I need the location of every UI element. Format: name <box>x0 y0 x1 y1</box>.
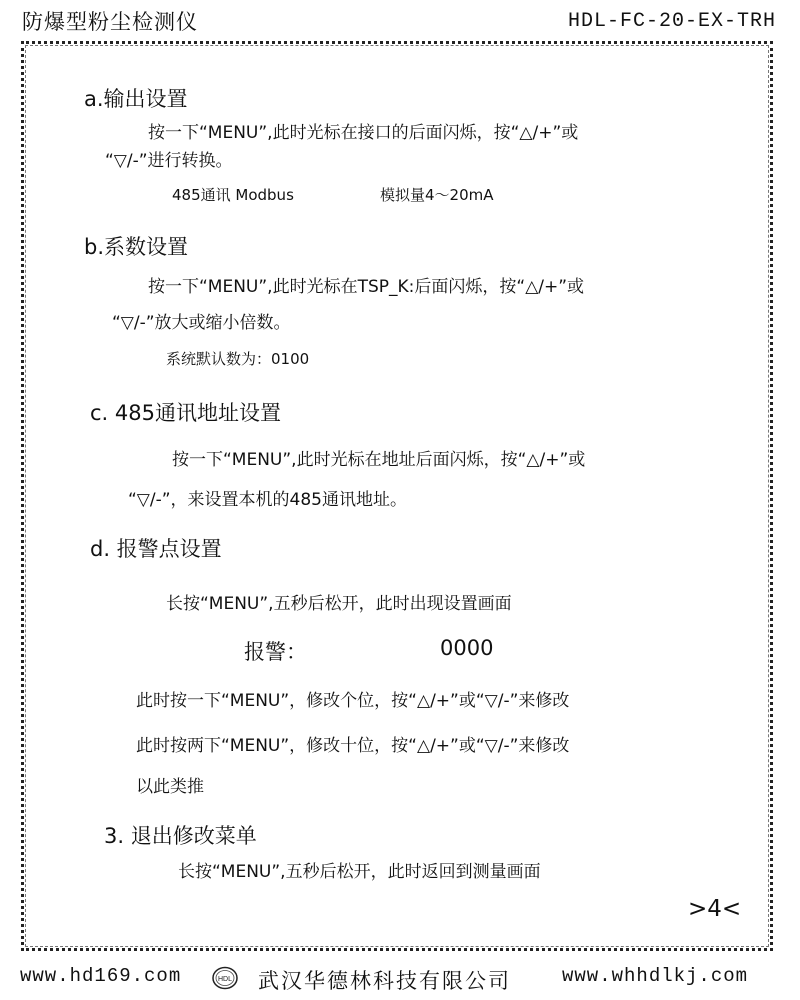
alarm-value: 0000 <box>440 636 494 660</box>
footer-website-right: www.whhdlkj.com <box>562 965 749 987</box>
section-b-line1: 按一下“MENU”,此时光标在TSP_K:后面闪烁，按“△/+”或 <box>148 277 585 297</box>
footer <box>0 965 800 993</box>
section-b-default-value: 系统默认数为：0100 <box>166 350 310 368</box>
document-title: 防爆型粉尘检测仪 <box>22 10 198 34</box>
section-a-heading: a.输出设置 <box>84 87 188 111</box>
exit-menu-heading: 3. 退出修改菜单 <box>104 824 257 848</box>
section-d-heading: d. 报警点设置 <box>90 537 222 561</box>
section-d-line1: 长按“MENU”,五秒后松开，此时出现设置画面 <box>166 594 512 614</box>
model-code: HDL-FC-20-EX-TRH <box>567 10 776 33</box>
section-c-heading: c. 485通讯地址设置 <box>90 401 281 425</box>
section-d-step3: 以此类推 <box>136 777 204 797</box>
company-logo-icon <box>212 966 238 990</box>
exit-menu-line1: 长按“MENU”,五秒后松开，此时返回到测量画面 <box>178 862 541 882</box>
section-a-line2: “▽/-”进行转换。 <box>105 151 233 171</box>
section-d-step2: 此时按两下“MENU”，修改十位，按“△/+”或“▽/-”来修改 <box>136 736 570 756</box>
footer-website-left: www.hd169.com <box>20 965 182 987</box>
section-a-line1: 按一下“MENU”,此时光标在接口的后面闪烁，按“△/+”或 <box>148 123 579 143</box>
section-b-line2: “▽/-”放大或缩小倍数。 <box>112 313 291 333</box>
company-logo-text: HDL <box>217 976 233 983</box>
section-d-step1: 此时按一下“MENU”，修改个位，按“△/+”或“▽/-”来修改 <box>136 691 570 711</box>
section-a-option-modbus: 485通讯 Modbus <box>172 186 294 204</box>
section-a-option-analog: 模拟量4～20mA <box>380 186 494 204</box>
section-c-line1: 按一下“MENU”,此时光标在地址后面闪烁，按“△/+”或 <box>172 450 586 470</box>
alarm-label: 报警： <box>244 640 307 664</box>
section-c-line2: “▽/-”，来设置本机的485通讯地址。 <box>128 490 407 510</box>
page-number: >4< <box>688 896 742 922</box>
footer-company-name: 武汉华德林科技有限公司 <box>258 969 511 993</box>
section-b-heading: b.系数设置 <box>84 235 189 259</box>
